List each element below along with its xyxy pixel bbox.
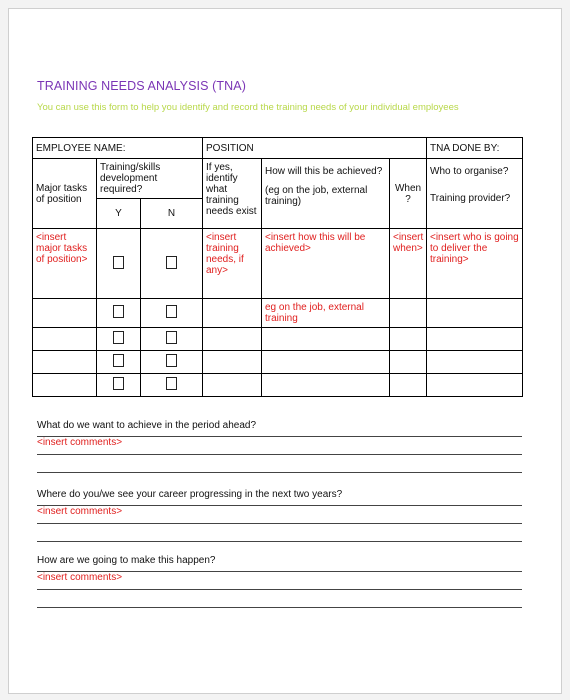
how-achieved-label: How will this be achieved? — [265, 166, 383, 177]
tna-table — [32, 137, 523, 397]
who-cell[interactable]: <insert who is going to deliver the training> — [427, 229, 523, 299]
no-cell — [141, 328, 203, 351]
section-question: What do we want to achieve in the period ahead? — [37, 420, 522, 437]
how-achieved-eg: (eg on the job, external training) — [265, 185, 368, 207]
who-cell[interactable] — [427, 328, 523, 351]
training-needs-cell[interactable] — [203, 351, 262, 374]
who-organise-header — [427, 159, 523, 229]
yes-cell — [97, 229, 141, 299]
section-comment[interactable]: <insert comments> — [37, 572, 522, 590]
answer-line[interactable] — [37, 455, 522, 473]
major-tasks-cell[interactable]: <insert major tasks of position> — [33, 229, 97, 299]
answer-line[interactable] — [37, 524, 522, 542]
major-tasks-header: Major tasks of position — [33, 159, 97, 229]
yes-checkbox[interactable] — [113, 354, 124, 367]
yes-cell — [97, 328, 141, 351]
no-checkbox[interactable] — [166, 377, 177, 390]
when-cell[interactable] — [390, 351, 427, 374]
major-tasks-cell[interactable] — [33, 374, 97, 397]
who-cell[interactable] — [427, 374, 523, 397]
who-cell[interactable] — [427, 351, 523, 374]
how-achieved-header — [262, 159, 390, 229]
table-header-row — [33, 138, 523, 159]
table-row — [33, 229, 523, 299]
section-question: How are we going to make this happen? — [37, 555, 522, 572]
how-achieved-cell[interactable]: eg on the job, external training — [262, 299, 390, 328]
yes-checkbox[interactable] — [113, 256, 124, 269]
no-cell — [141, 229, 203, 299]
form-title: TRAINING NEEDS ANALYSIS (TNA) — [37, 79, 246, 93]
when-cell[interactable] — [390, 374, 427, 397]
no-checkbox[interactable] — [166, 256, 177, 269]
training-needs-cell[interactable] — [203, 374, 262, 397]
who-cell[interactable] — [427, 299, 523, 328]
when-cell[interactable]: <insert when> — [390, 229, 427, 299]
yes-cell — [97, 299, 141, 328]
training-provider-label: Training provider? — [430, 193, 511, 204]
employee-name-label: EMPLOYEE NAME: — [33, 138, 203, 159]
no-checkbox[interactable] — [166, 354, 177, 367]
training-needs-cell[interactable]: <insert training needs, if any> — [203, 229, 262, 299]
when-cell[interactable] — [390, 328, 427, 351]
no-cell — [141, 374, 203, 397]
how-achieved-cell[interactable] — [262, 351, 390, 374]
yes-checkbox[interactable] — [113, 377, 124, 390]
no-cell — [141, 351, 203, 374]
how-achieved-cell[interactable] — [262, 374, 390, 397]
how-achieved-cell[interactable] — [262, 328, 390, 351]
section-comment[interactable]: <insert comments> — [37, 437, 522, 455]
position-label: POSITION — [203, 138, 427, 159]
section-make-it-happen — [37, 555, 522, 608]
tna-done-by-label: TNA DONE BY: — [427, 138, 523, 159]
form-subtitle: You can use this form to help you identify and record the training needs of your individual employees — [37, 102, 459, 113]
when-cell[interactable] — [390, 299, 427, 328]
section-period-ahead — [37, 420, 522, 473]
table-row — [33, 374, 523, 397]
training-needs-cell[interactable] — [203, 299, 262, 328]
yes-checkbox[interactable] — [113, 305, 124, 318]
training-needs-cell[interactable] — [203, 328, 262, 351]
table-row — [33, 328, 523, 351]
yes-cell — [97, 351, 141, 374]
who-organise-label: Who to organise? — [430, 166, 509, 177]
yes-cell — [97, 374, 141, 397]
no-checkbox[interactable] — [166, 305, 177, 318]
answer-line[interactable] — [37, 590, 522, 608]
training-required-header: Training/skills development required? — [97, 159, 203, 199]
table-row — [33, 351, 523, 374]
major-tasks-cell[interactable] — [33, 299, 97, 328]
if-yes-header: If yes, identify what training needs exist — [203, 159, 262, 229]
no-checkbox[interactable] — [166, 331, 177, 344]
no-header: N — [141, 199, 203, 229]
how-achieved-cell[interactable]: <insert how this will be achieved> — [262, 229, 390, 299]
section-comment[interactable]: <insert comments> — [37, 506, 522, 524]
no-cell — [141, 299, 203, 328]
table-row — [33, 299, 523, 328]
section-career-progress — [37, 489, 522, 542]
yes-header: Y — [97, 199, 141, 229]
section-question: Where do you/we see your career progressing in the next two years? — [37, 489, 522, 506]
when-header: When ? — [390, 159, 427, 229]
major-tasks-cell[interactable] — [33, 351, 97, 374]
yes-checkbox[interactable] — [113, 331, 124, 344]
major-tasks-cell[interactable] — [33, 328, 97, 351]
table-subheader-row — [33, 159, 523, 199]
